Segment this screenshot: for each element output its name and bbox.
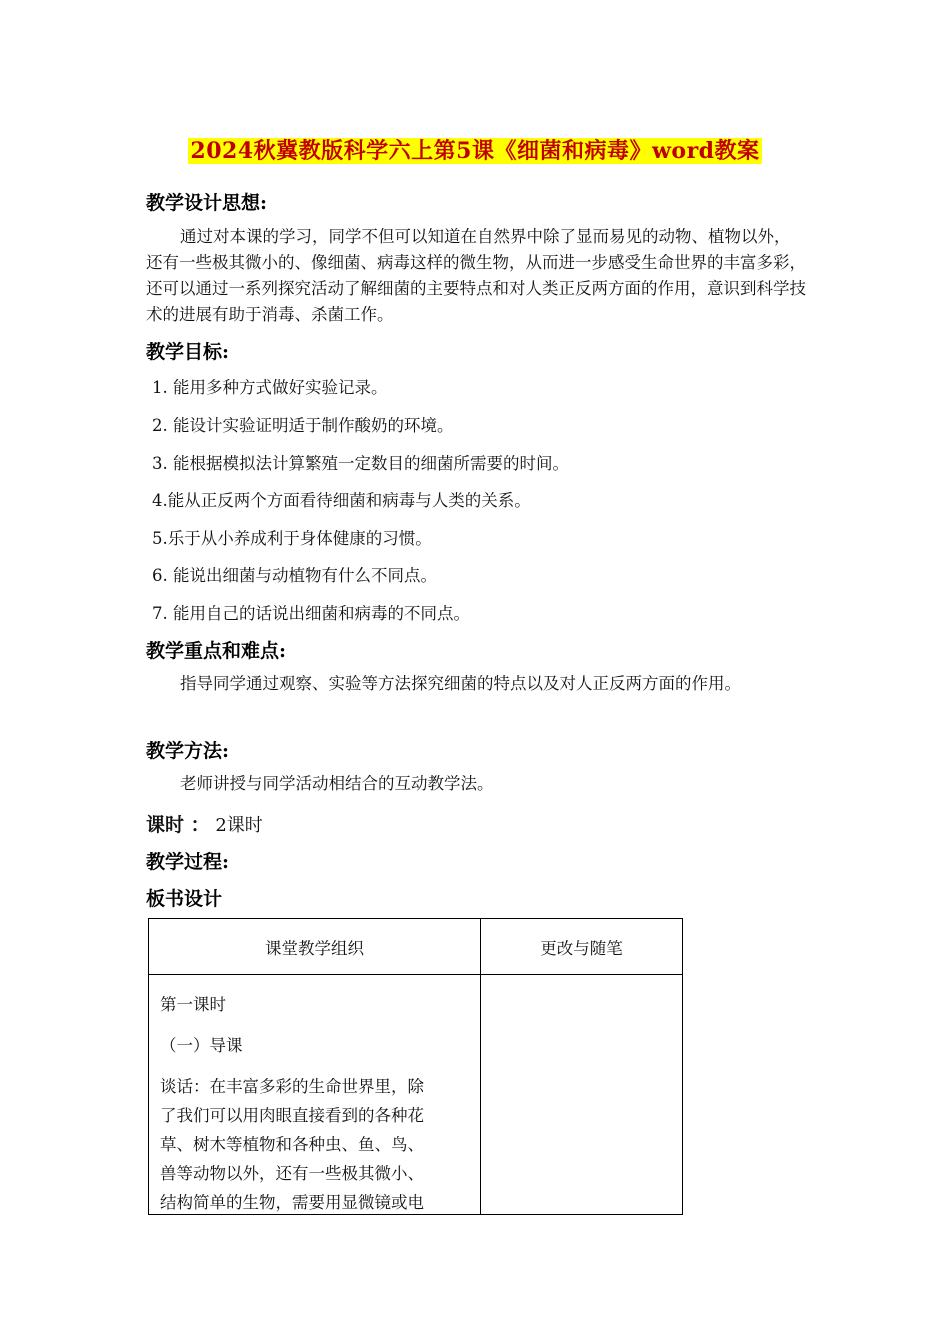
table-header-row [149, 919, 683, 975]
goal-item: 3. 能根据模拟法计算繁殖一定数目的细菌所需要的时间。 [152, 454, 569, 473]
body-line: 了我们可以用肉眼直接看到的各种花 [160, 1106, 424, 1125]
lesson-time [146, 810, 263, 837]
body-line: 结构简单的生物，需要用显微镜或电 [160, 1193, 424, 1212]
design-heading: 教学设计思想: [146, 192, 268, 214]
organization-cell [149, 975, 481, 1215]
key-points-paragraph: 指导同学通过观察、实验等方法探究细菌的特点以及对人正反两方面的作用。 [180, 674, 741, 693]
part-label: （一）导课 [160, 1036, 243, 1055]
key-points-heading: 教学重点和难点: [146, 640, 287, 662]
lesson-time-label: 课时 ： [146, 814, 210, 836]
notes-cell [481, 975, 683, 1215]
goals-heading: 教学目标: [146, 341, 230, 363]
document-title-text: 2024秋冀教版科学六上第5课《细菌和病毒》word教案 [190, 138, 760, 164]
goal-item: 5.乐于从小养成利于身体健康的习惯。 [152, 529, 432, 548]
goal-item: 2. 能设计实验证明适于制作酸奶的环境。 [152, 416, 454, 435]
body-line: 兽等动物以外，还有一些极其微小、 [160, 1164, 424, 1183]
lesson-plan-table [148, 918, 683, 1215]
goal-item: 6. 能说出细菌与动植物有什么不同点。 [152, 566, 437, 585]
header-organization: 课堂教学组织 [149, 919, 481, 975]
body-line: 草、树木等植物和各种虫、鱼、鸟、 [160, 1135, 424, 1154]
board-design-heading: 板书设计 [146, 888, 223, 910]
method-heading: 教学方法: [146, 740, 230, 762]
design-paragraph: 通过对本课的学习，同学不但可以知道在自然界中除了显而易见的动物、植物以外，还有一些极其微小的、像细菌、病毒这样的微生物，从而进一步感受生命世界的丰富多彩，还可以通过一系列探究活动了解细菌的主要特点和对人类正反两方面的作用，意识到科学技术的进展有助于消毒、杀菌工作。 [146, 227, 806, 324]
process-heading: 教学过程: [146, 851, 230, 873]
method-paragraph: 老师讲授与同学活动相结合的互动教学法。 [180, 774, 494, 793]
document-title [0, 134, 950, 165]
lesson-time-value: 2课时 [215, 815, 263, 836]
table-row [149, 975, 683, 1215]
header-notes: 更改与随笔 [481, 919, 683, 975]
lesson-label: 第一课时 [160, 995, 226, 1014]
goal-item: 4.能从正反两个方面看待细菌和病毒与人类的关系。 [152, 491, 531, 510]
body-line: 谈话：在丰富多彩的生命世界里，除 [160, 1077, 424, 1096]
goal-item: 1. 能用多种方式做好实验记录。 [152, 378, 388, 397]
goal-item: 7. 能用自己的话说出细菌和病毒的不同点。 [152, 604, 470, 623]
